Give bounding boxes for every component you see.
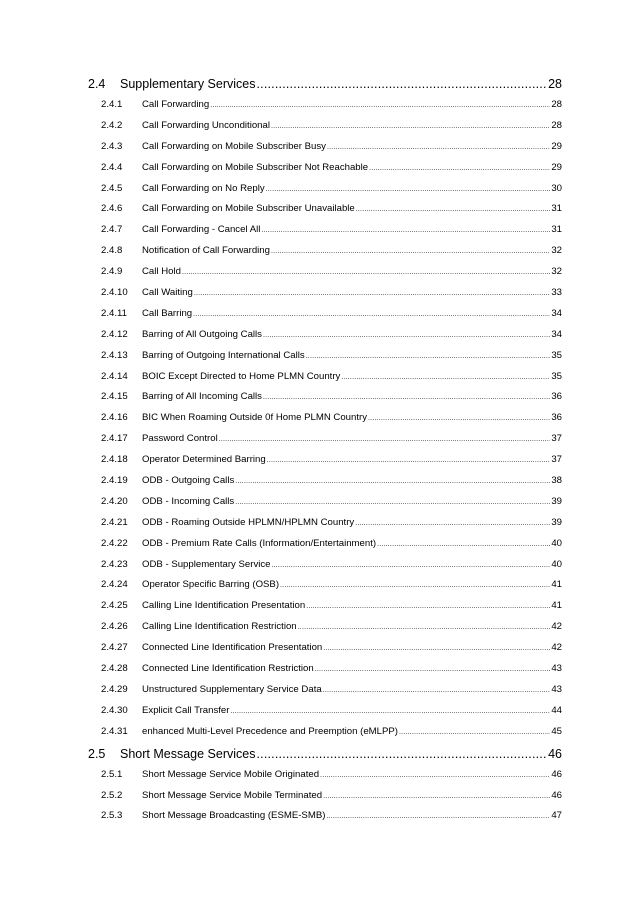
toc-entry-page-number: 47 [551, 810, 562, 822]
toc-entry-page-number: 38 [551, 475, 562, 487]
toc-entry-page-number: 43 [551, 663, 562, 675]
toc-entry-title: Explicit Call Transfer [142, 704, 230, 716]
toc-subsection-entry[interactable] [88, 538, 562, 559]
toc-subsection-entry[interactable] [88, 245, 562, 266]
toc-entry-title: Barring of All Incoming Calls [142, 391, 262, 403]
toc-entry-title: Call Forwarding on Mobile Subscriber Busy [142, 140, 326, 152]
toc-dot-leader [266, 186, 551, 193]
toc-dot-leader [377, 541, 550, 548]
toc-entry-page-number: 28 [551, 99, 562, 110]
toc-entry-number: 2.4.30 [101, 704, 128, 716]
toc-entry-number: 2.4.28 [101, 663, 128, 675]
toc-entry-number: 2.4.17 [101, 433, 128, 445]
toc-entry-number: 2.4.23 [101, 558, 128, 570]
toc-entry-page-number: 32 [551, 245, 562, 257]
toc-entry-number: 2.4.21 [101, 516, 128, 528]
toc-subsection-entry[interactable] [88, 726, 562, 747]
toc-subsection-entry[interactable] [88, 454, 562, 475]
toc-subsection-entry[interactable] [88, 141, 562, 162]
toc-entry-page-number: 31 [551, 224, 562, 236]
toc-entry-page-number: 41 [551, 579, 562, 591]
toc-dot-leader [323, 645, 550, 652]
toc-entry-title: Supplementary Services [120, 77, 256, 91]
toc-entry-number: 2.4.13 [101, 349, 128, 361]
toc-entry-number: 2.4.4 [101, 161, 123, 173]
toc-entry-title: Call Hold [142, 266, 181, 278]
toc-entry-page-number: 43 [551, 683, 562, 695]
toc-dot-leader [235, 499, 550, 506]
toc-subsection-entry[interactable] [88, 790, 562, 811]
toc-dot-leader [306, 353, 551, 360]
toc-subsection-entry[interactable] [88, 120, 562, 141]
toc-entry-page-number: 34 [551, 307, 562, 319]
toc-entry-number: 2.4.3 [101, 140, 123, 152]
toc-entry-title: Call Waiting [142, 287, 193, 299]
toc-entry-number: 2.5.3 [101, 810, 123, 822]
toc-entry-title: BOIC Except Directed to Home PLMN Country [142, 370, 341, 382]
toc-subsection-entry[interactable] [88, 99, 562, 120]
toc-entry-title: Short Message Services [120, 746, 256, 761]
toc-entry-page-number: 36 [551, 412, 562, 424]
toc-entry-page-number: 37 [551, 454, 562, 466]
toc-subsection-entry[interactable] [88, 810, 562, 831]
toc-entry-page-number: 36 [551, 391, 562, 403]
toc-entry-number: 2.4.25 [101, 600, 128, 612]
toc-dot-leader [272, 562, 551, 569]
toc-subsection-entry[interactable] [88, 769, 562, 790]
toc-entry-title: Unstructured Supplementary Service Data [142, 683, 322, 695]
toc-entry-number: 2.4.27 [101, 642, 128, 654]
toc-entry-page-number: 28 [548, 77, 562, 91]
toc-entry-number: 2.5 [88, 746, 106, 761]
toc-subsection-entry[interactable] [88, 475, 562, 496]
toc-dot-leader [271, 248, 550, 255]
toc-entry-number: 2.4.19 [101, 475, 128, 487]
toc-dot-leader [306, 603, 550, 610]
toc-entry-title: ODB - Incoming Calls [142, 495, 235, 507]
toc-subsection-entry[interactable] [88, 496, 562, 517]
toc-subsection-entry[interactable] [88, 600, 562, 621]
toc-subsection-entry[interactable] [88, 203, 562, 224]
toc-entry-page-number: 39 [551, 495, 562, 507]
toc-entry-title: BIC When Roaming Outside 0f Home PLMN Country [142, 412, 368, 424]
toc-dot-leader [256, 77, 547, 91]
toc-dot-leader [182, 269, 550, 276]
toc-entry-number: 2.4.31 [101, 725, 128, 737]
toc-subsection-entry[interactable] [88, 329, 562, 350]
toc-dot-leader [263, 394, 550, 401]
toc-entry-page-number: 35 [551, 349, 562, 361]
toc-section-entry[interactable] [88, 77, 562, 99]
toc-dot-leader [193, 311, 550, 318]
toc-entry-title: ODB - Premium Rate Calls (Information/Entertainment) [142, 537, 377, 549]
toc-subsection-entry[interactable] [88, 559, 562, 580]
toc-entry-title: Connected Line Identification Presentation [142, 642, 323, 654]
toc-subsection-entry[interactable] [88, 412, 562, 433]
toc-entry-number: 2.4.1 [101, 99, 123, 110]
toc-dot-leader [194, 290, 551, 297]
toc-entry-title: Call Forwarding on Mobile Subscriber Not Reachable [142, 161, 369, 173]
toc-entry-page-number: 29 [551, 161, 562, 173]
toc-entry-page-number: 44 [551, 704, 562, 716]
toc-dot-leader [256, 747, 547, 761]
toc-dot-leader [326, 813, 550, 820]
toc-entry-title: Connected Line Identification Restriction [142, 663, 314, 675]
toc-entry-page-number: 32 [551, 266, 562, 278]
toc-entry-number: 2.4.22 [101, 537, 128, 549]
toc-entry-number: 2.5.2 [101, 789, 123, 801]
toc-subsection-entry[interactable] [88, 287, 562, 308]
toc-entry-page-number: 29 [551, 140, 562, 152]
toc-subsection-entry[interactable] [88, 308, 562, 329]
toc-subsection-entry[interactable] [88, 224, 562, 245]
toc-subsection-entry[interactable] [88, 684, 562, 705]
toc-dot-leader [341, 374, 550, 381]
toc-subsection-entry[interactable] [88, 350, 562, 371]
toc-dot-leader [280, 582, 550, 589]
toc-entry-title: ODB - Roaming Outside HPLMN/HPLMN Country [142, 516, 355, 528]
toc-entry-number: 2.4.2 [101, 119, 123, 131]
toc-entry-page-number: 40 [551, 537, 562, 549]
toc-subsection-entry[interactable] [88, 183, 562, 204]
toc-entry-page-number: 39 [551, 516, 562, 528]
toc-subsection-entry[interactable] [88, 579, 562, 600]
toc-entry-title: Password Control [142, 433, 218, 445]
toc-entry-title: ODB - Outgoing Calls [142, 475, 235, 487]
table-of-contents [88, 77, 562, 831]
toc-entry-number: 2.4.14 [101, 370, 128, 382]
toc-entry-title: Call Forwarding [142, 99, 210, 110]
toc-subsection-entry[interactable] [88, 391, 562, 412]
toc-entry-title: Short Message Service Mobile Originated [142, 768, 320, 780]
toc-dot-leader [261, 227, 550, 234]
toc-entry-title: Call Forwarding on No Reply [142, 182, 265, 194]
toc-entry-title: Operator Specific Barring (OSB) [142, 579, 280, 591]
toc-entry-title: Operator Determined Barring [142, 454, 266, 466]
toc-entry-title: Calling Line Identification Restriction [142, 621, 297, 633]
toc-entry-page-number: 45 [551, 725, 562, 737]
toc-entry-page-number: 46 [548, 746, 562, 761]
toc-entry-title: Calling Line Identification Presentation [142, 600, 306, 612]
toc-entry-page-number: 34 [551, 328, 562, 340]
toc-entry-number: 2.4.7 [101, 224, 123, 236]
toc-entry-number: 2.5.1 [101, 768, 123, 780]
toc-section-entry[interactable] [88, 747, 562, 769]
toc-entry-page-number: 37 [551, 433, 562, 445]
toc-dot-leader [271, 123, 550, 130]
toc-entry-number: 2.4.18 [101, 454, 128, 466]
toc-entry-number: 2.4.12 [101, 328, 128, 340]
toc-entry-number: 2.4.16 [101, 412, 128, 424]
toc-entry-number: 2.4.29 [101, 683, 128, 695]
toc-subsection-entry[interactable] [88, 642, 562, 663]
toc-dot-leader [210, 102, 550, 109]
toc-subsection-entry[interactable] [88, 162, 562, 183]
toc-entry-page-number: 33 [551, 287, 562, 299]
toc-entry-number: 2.4.26 [101, 621, 128, 633]
toc-entry-number: 2.4.8 [101, 245, 123, 257]
toc-dot-leader [267, 457, 551, 464]
toc-entry-number: 2.4 [88, 77, 106, 91]
toc-entry-number: 2.4.11 [101, 307, 127, 319]
toc-entry-page-number: 46 [551, 768, 562, 780]
toc-dot-leader [355, 520, 550, 527]
toc-dot-leader [219, 436, 551, 443]
toc-entry-title: Short Message Service Mobile Terminated [142, 789, 323, 801]
toc-entry-page-number: 41 [551, 600, 562, 612]
toc-dot-leader [356, 206, 551, 213]
toc-subsection-entry[interactable] [88, 433, 562, 454]
toc-entry-page-number: 46 [551, 789, 562, 801]
toc-dot-leader [323, 687, 551, 694]
toc-dot-leader [399, 729, 550, 736]
toc-entry-title: Notification of Call Forwarding [142, 245, 270, 257]
toc-dot-leader [320, 772, 550, 779]
toc-entry-title: Barring of All Outgoing Calls [142, 328, 262, 340]
toc-entry-number: 2.4.24 [101, 579, 128, 591]
toc-entry-number: 2.4.20 [101, 495, 128, 507]
toc-entry-page-number: 31 [551, 203, 562, 215]
toc-subsection-entry[interactable] [88, 621, 562, 642]
toc-entry-title: Call Forwarding Unconditional [142, 119, 270, 131]
toc-dot-leader [369, 165, 550, 172]
toc-dot-leader [315, 666, 551, 673]
toc-entry-page-number: 28 [551, 119, 562, 131]
toc-entry-page-number: 42 [551, 621, 562, 633]
toc-entry-title: Call Forwarding on Mobile Subscriber Unavailable [142, 203, 355, 215]
toc-entry-title: enhanced Multi-Level Precedence and Preemption (eMLPP) [142, 725, 398, 737]
toc-entry-page-number: 40 [551, 558, 562, 570]
toc-entry-number: 2.4.10 [101, 287, 128, 299]
toc-dot-leader [327, 144, 550, 151]
toc-entry-title: Call Barring [142, 307, 193, 319]
toc-dot-leader [298, 624, 551, 631]
toc-entry-page-number: 35 [551, 370, 562, 382]
toc-entry-number: 2.4.5 [101, 182, 123, 194]
toc-entry-title: Call Forwarding - Cancel All [142, 224, 261, 236]
toc-subsection-entry[interactable] [88, 663, 562, 684]
toc-dot-leader [230, 708, 550, 715]
toc-subsection-entry[interactable] [88, 517, 562, 538]
toc-entry-page-number: 42 [551, 642, 562, 654]
toc-entry-number: 2.4.6 [101, 203, 123, 215]
toc-entry-title: Barring of Outgoing International Calls [142, 349, 305, 361]
toc-subsection-entry[interactable] [88, 266, 562, 287]
toc-dot-leader [263, 332, 550, 339]
toc-subsection-entry[interactable] [88, 705, 562, 726]
toc-dot-leader [235, 478, 550, 485]
toc-dot-leader [368, 415, 550, 422]
toc-entry-number: 2.4.15 [101, 391, 128, 403]
toc-dot-leader [323, 793, 550, 800]
toc-entry-page-number: 30 [551, 182, 562, 194]
toc-entry-title: ODB - Supplementary Service [142, 558, 271, 570]
toc-entry-number: 2.4.9 [101, 266, 123, 278]
toc-entry-title: Short Message Broadcasting (ESME-SMB) [142, 810, 326, 822]
toc-subsection-entry[interactable] [88, 371, 562, 392]
